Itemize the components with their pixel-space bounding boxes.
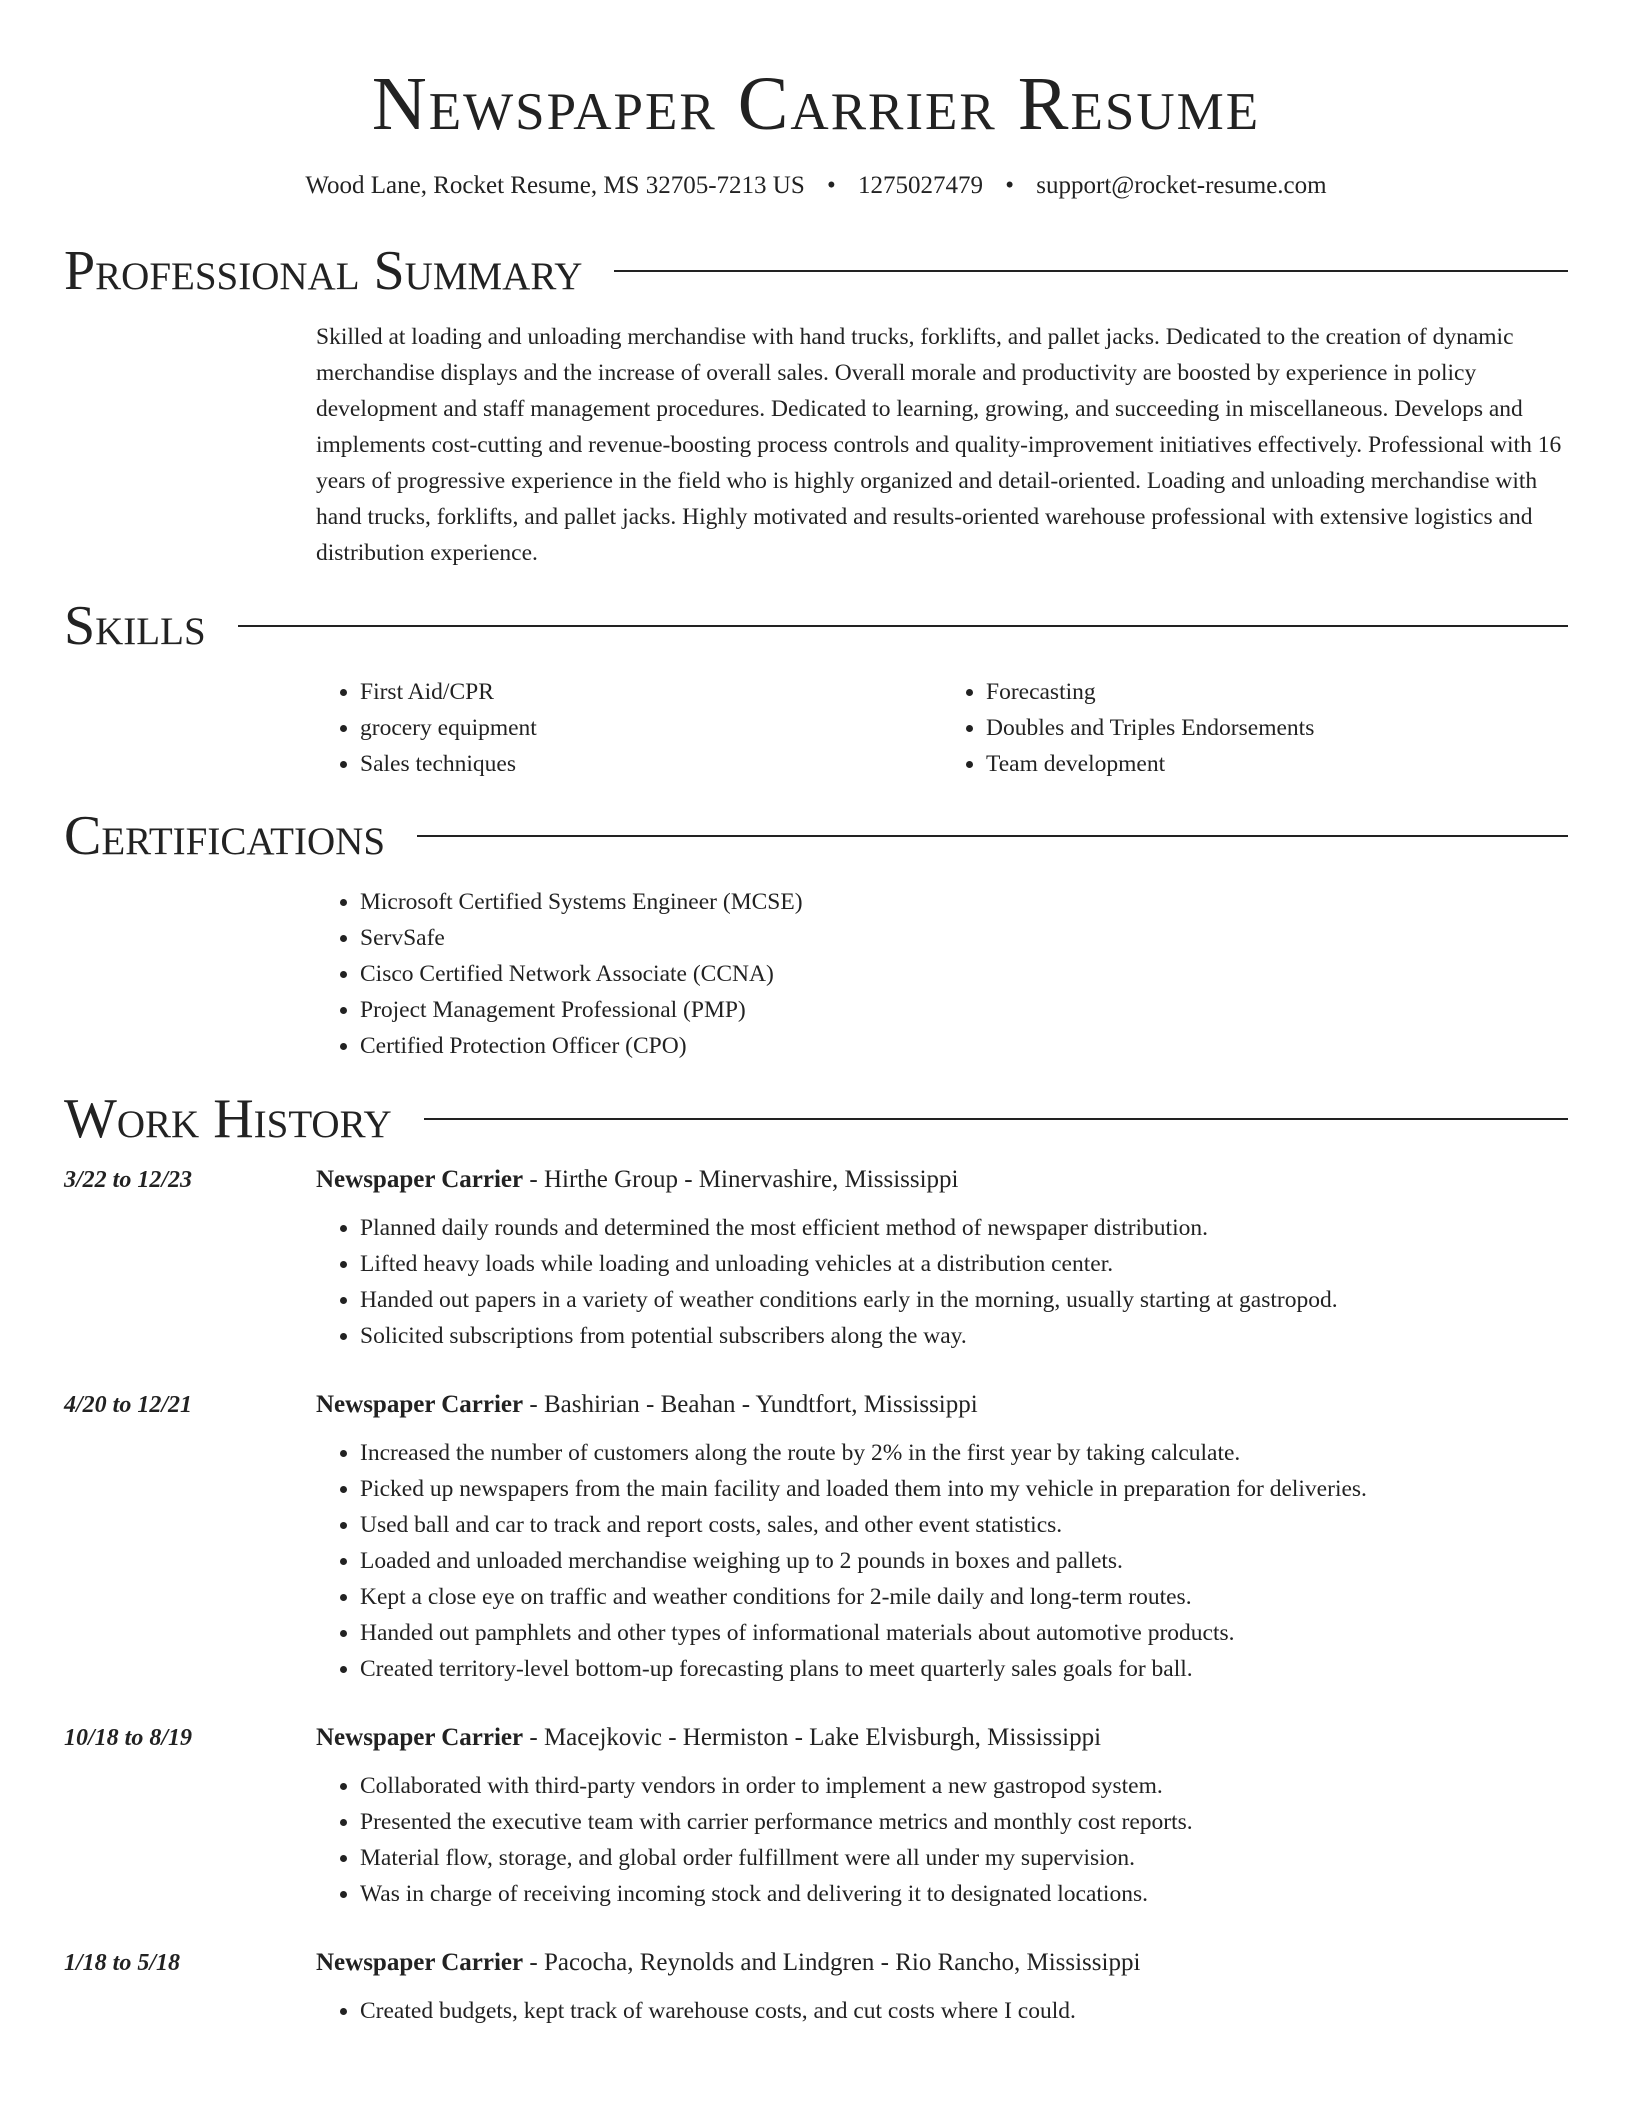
skill-item: • Forecasting xyxy=(986,674,1568,710)
certification-item: • Cisco Certified Network Associate (CCNA) xyxy=(360,956,1568,992)
job-bullet: • Handed out papers in a variety of weather conditions early in the morning, usually starting at gastropod. xyxy=(360,1282,1568,1318)
job-title-line xyxy=(316,1724,1101,1752)
job-bullet: • Used ball and car to track and report costs, sales, and other event statistics. xyxy=(360,1507,1568,1543)
job-header xyxy=(0,1166,1632,1194)
job-header xyxy=(0,1724,1632,1752)
job-bullet: • Collaborated with third-party vendors in order to implement a new gastropod system. xyxy=(360,1768,1568,1804)
job-bullet: • Solicited subscriptions from potential subscribers along the way. xyxy=(360,1318,1568,1354)
job-header xyxy=(0,1391,1632,1419)
job-details xyxy=(316,1435,1568,1687)
certification-item: • Microsoft Certified Systems Engineer (MCSE) xyxy=(360,884,1568,920)
certification-item: • Certified Protection Officer (CPO) xyxy=(360,1028,1568,1064)
summary-heading: Professional Summary xyxy=(64,240,583,302)
certifications-heading: Certifications xyxy=(64,805,386,867)
job-bullet: • Picked up newspapers from the main facility and loaded them into my vehicle in preparation for deliveries. xyxy=(360,1471,1568,1507)
skill-item: • First Aid/CPR xyxy=(360,674,942,710)
resume-title: Newspaper Carrier Resume xyxy=(371,62,1261,146)
summary-body xyxy=(316,319,1568,571)
job-company: - Bashirian - Beahan - Yundtfort, Mississippi xyxy=(523,1391,978,1418)
certifications-section-header xyxy=(0,805,1632,867)
job-bullets xyxy=(316,1210,1568,1354)
contact-email[interactable]: support@rocket-resume.com xyxy=(1036,172,1327,199)
skills-list xyxy=(316,674,1568,782)
job-company: - Macejkovic - Hermiston - Lake Elvisburgh, Mississippi xyxy=(523,1724,1102,1751)
certification-item: • ServSafe xyxy=(360,920,1568,956)
section-divider xyxy=(417,835,1568,837)
job-bullets xyxy=(316,1993,1568,2029)
job-bullet: • Kept a close eye on traffic and weather conditions for 2-mile daily and long-term routes. xyxy=(360,1579,1568,1615)
job-bullet: • Planned daily rounds and determined the most efficient method of newspaper distribution. xyxy=(360,1210,1568,1246)
contact-separator: • xyxy=(1005,172,1015,199)
work-history-section-header xyxy=(0,1088,1632,1150)
job-details xyxy=(316,1993,1568,2029)
certification-item: • Project Management Professional (PMP) xyxy=(360,992,1568,1028)
job-bullet: • Loaded and unloaded merchandise weighing up to 2 pounds in boxes and pallets. xyxy=(360,1543,1568,1579)
contact-address: Wood Lane, Rocket Resume, MS 32705-7213 US xyxy=(305,172,805,199)
job-bullet: • Material flow, storage, and global order fulfillment were all under my supervision. xyxy=(360,1840,1568,1876)
job-title-line xyxy=(316,1166,959,1194)
section-divider xyxy=(614,270,1568,272)
certifications-list xyxy=(316,884,1568,1064)
job-details xyxy=(316,1210,1568,1354)
summary-text: Skilled at loading and unloading merchandise with hand trucks, forklifts, and pallet jacks. Dedicated to the creation of dynamic merchandise displays and the increase of overall sales. Overall morale and productivity are boosted by experience in policy development and staff management procedures. Dedicated to learning, growing, and succeeding in miscellaneous. Develops and implements cost-cutting and revenue-boosting process controls and quality-improvement initiatives effectively. Professional with 16 years of progressive experience in the field who is highly organized and detail-oriented. Loading and unloading merchandise with hand trucks, forklifts, and pallet jacks. Highly motivated and results-oriented warehouse professional with extensive logistics and distribution experience. xyxy=(316,324,1562,566)
job-title: Newspaper Carrier xyxy=(316,1391,524,1418)
contact-phone: 1275027479 xyxy=(858,172,984,199)
job-dates: 10/18 to 8/19 xyxy=(64,1725,193,1751)
job-bullet: • Presented the executive team with carrier performance metrics and monthly cost reports. xyxy=(360,1804,1568,1840)
job-bullet: • Was in charge of receiving incoming stock and delivering it to designated locations. xyxy=(360,1876,1568,1912)
job-bullets xyxy=(316,1768,1568,1912)
skill-item: • Doubles and Triples Endorsements xyxy=(986,710,1568,746)
job-dates: 3/22 to 12/23 xyxy=(64,1167,193,1193)
job-title: Newspaper Carrier xyxy=(316,1724,524,1751)
job-company: - Hirthe Group - Minervashire, Mississippi xyxy=(523,1166,959,1193)
contact-line xyxy=(0,170,1632,202)
job-title: Newspaper Carrier xyxy=(316,1166,524,1193)
job-details xyxy=(316,1768,1568,1912)
job-bullet: • Created budgets, kept track of warehouse costs, and cut costs where I could. xyxy=(360,1993,1568,2029)
skills-column-right xyxy=(942,674,1568,782)
job-company: - Pacocha, Reynolds and Lindgren - Rio Rancho, Mississippi xyxy=(523,1949,1141,1976)
job-title: Newspaper Carrier xyxy=(316,1949,524,1976)
contact-separator: • xyxy=(827,172,836,199)
section-divider xyxy=(424,1118,1568,1120)
job-dates: 4/20 to 12/21 xyxy=(64,1392,193,1418)
summary-section-header xyxy=(0,240,1632,302)
job-dates: 1/18 to 5/18 xyxy=(64,1950,181,1976)
job-bullet: • Increased the number of customers along the route by 2% in the first year by taking calculate. xyxy=(360,1435,1568,1471)
job-bullet: • Handed out pamphlets and other types of informational materials about automotive products. xyxy=(360,1615,1568,1651)
job-bullet: • Created territory-level bottom-up forecasting plans to meet quarterly sales goals for ball. xyxy=(360,1651,1568,1687)
skill-item: • Sales techniques xyxy=(360,746,942,782)
work-history-heading: Work History xyxy=(64,1088,392,1150)
skills-heading: Skills xyxy=(64,595,206,657)
job-bullets xyxy=(316,1435,1568,1687)
skill-item: • grocery equipment xyxy=(360,710,942,746)
certifications-body xyxy=(316,884,1568,1064)
skill-item: • Team development xyxy=(986,746,1568,782)
job-header xyxy=(0,1949,1632,1977)
job-title-line xyxy=(316,1391,978,1419)
skills-column-left xyxy=(316,674,942,782)
skills-section-header xyxy=(0,595,1632,657)
job-title-line xyxy=(316,1949,1140,1977)
job-bullet: • Lifted heavy loads while loading and unloading vehicles at a distribution center. xyxy=(360,1246,1568,1282)
section-divider xyxy=(238,625,1568,627)
